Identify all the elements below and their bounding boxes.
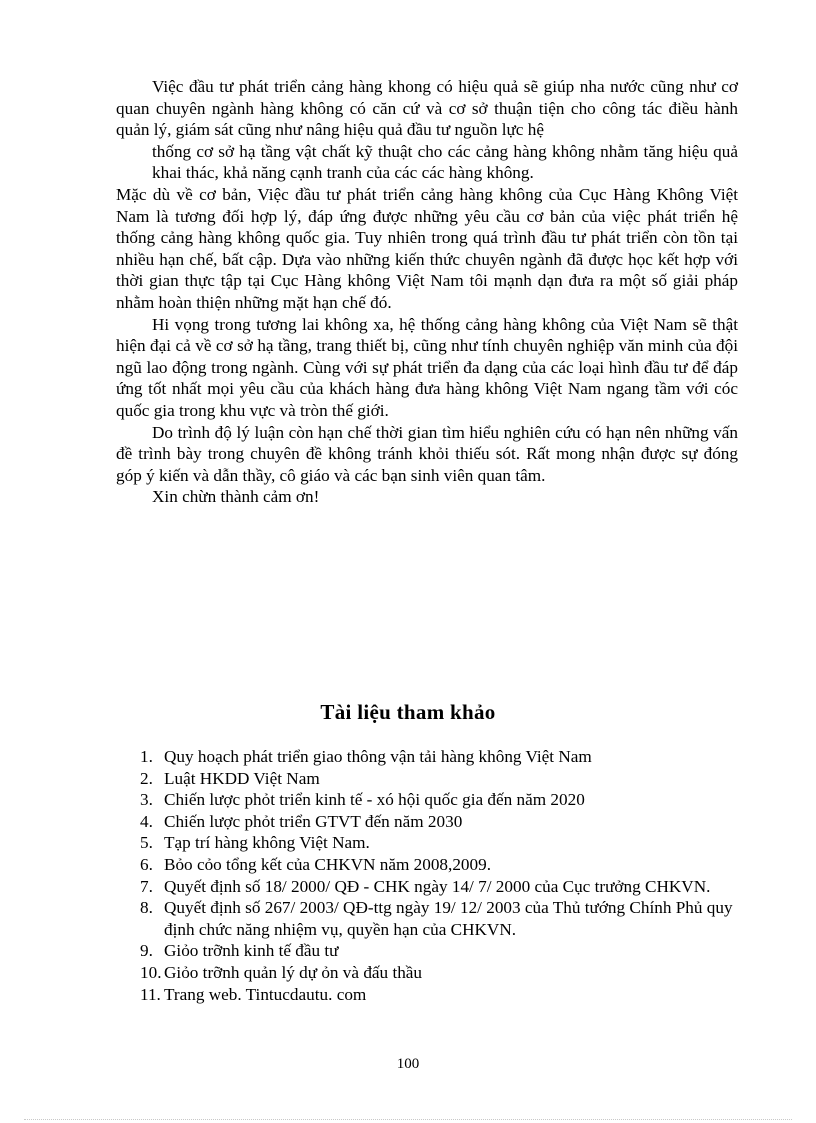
page-number: 100	[396, 1056, 420, 1072]
reference-number: 9.	[140, 941, 153, 961]
reference-number: 4.	[140, 811, 153, 831]
paragraph: thống cơ sở hạ tầng vật chất kỹ thuật cho các cảng hàng không nhằm tăng hiệu quả khai thác, khả năng cạnh tranh của các các hàng không.	[152, 141, 738, 183]
reference-text: Quyết định số 18/ 2000/ QĐ - CHK ngày 14/ 7/ 2000 của Cục trưởng CHKVN.	[164, 876, 711, 896]
reference-number: 1.	[140, 747, 153, 766]
closing-thanks: Xin chừn thành cảm ơn!	[152, 487, 320, 507]
reference-item	[140, 876, 740, 898]
reference-text: Tạp trí hàng không Việt Nam.	[164, 833, 370, 853]
reference-item	[140, 984, 740, 1006]
reference-text: Quyết định số 267/ 2003/ QĐ-ttg ngày 19/ 12/ 2003 của Thủ tướng Chính Phủ quy định chức năng nhiệm vụ, quyền hạn của CHKVN.	[164, 898, 733, 939]
paragraph: Mặc dù về cơ bản, Việc đầu tư phát triển cảng hàng không của Cục Hàng Không Việt Nam là tương đối hợp lý, đáp ứng được những yêu cầu cơ bản của việc phát triển hệ thống cảng hàng không quốc gia. Tuy nhiên trong quá trình đầu tư phát triển còn tồn tại nhiều hạn chế, bất cập. Dựa vào những kiến thức chuyên ngành đã được học kết hợp với thời gian thực tập tại Cục Hàng không Việt Nam tôi mạnh dạn đưa ra một số giải pháp nhằm hoàn thiện những mặt hạn chế đó.	[116, 184, 738, 312]
reference-number: 7.	[140, 876, 153, 896]
reference-text: Chiến lược phỏt triển kinh tế - xó hội quốc gia đến năm 2020	[164, 790, 585, 810]
reference-item	[140, 940, 740, 962]
references-list	[140, 746, 740, 1005]
reference-number: 11.	[140, 984, 161, 1004]
reference-item	[140, 854, 740, 876]
paragraph: Hi vọng trong tương lai không xa, hệ thống cảng hàng không của Việt Nam sẽ thật hiện đại cả về cơ sở hạ tầng, trang thiết bị, cũng như tính chuyên nghiệp văn minh của đội ngũ lao động trong ngành. Cùng với sự phát triển đa dạng của các loại hình đầu tư để đáp ứng tốt nhất mọi yêu cầu của khách hàng đưa hàng không Việt Nam ngang tầm với cóc quốc gia trong khu vực và tròn thế giới.	[116, 314, 738, 420]
paragraph: Việc đầu tư phát triển cảng hàng khong có hiệu quả sẽ giúp nha nước cũng như cơ quan chuyên ngành hàng không có căn cứ và cơ sở thuận tiện cho công tác điều hành quản lý, giám sát cũng như nâng hiệu quả đầu tư nguồn lực hệ	[116, 77, 738, 140]
reference-item	[140, 811, 740, 833]
reference-number: 5.	[140, 833, 153, 853]
reference-number: 2.	[140, 768, 153, 788]
paragraph: Do trình độ lý luận còn hạn chế thời gian tìm hiểu nghiên cứu có hạn nên những vấn đề trình bày trong chuyên đề không tránh khỏi thiếu sót. Rất mong nhận được sự đóng góp ý kiến và dẫn thầy, cô giáo và các bạn sinh viên quan tâm.	[116, 422, 738, 485]
conclusion-text	[116, 76, 738, 508]
reference-number: 8.	[140, 898, 153, 918]
reference-text: Bỏo cỏo tổng kết của CHKVN năm 2008,2009.	[164, 854, 491, 874]
reference-text: Giỏo trỡnh kinh tế đầu tư	[164, 941, 339, 961]
reference-text: Giỏo trỡnh quản lý dự ỏn và đấu thầu	[164, 962, 423, 982]
reference-item	[140, 832, 740, 854]
references-title: Tài liệu tham khảo	[320, 700, 496, 724]
reference-number: 6.	[140, 854, 153, 874]
reference-item	[140, 746, 740, 768]
page-bottom-divider	[24, 1119, 792, 1120]
reference-item	[140, 897, 740, 940]
reference-text: Luật HKDD Việt Nam	[164, 768, 320, 788]
reference-item	[140, 768, 740, 790]
reference-text: Chiến lược phỏt triển GTVT đến năm 2030	[164, 811, 463, 831]
reference-text: Quy hoạch phát triển giao thông vận tải hàng không Việt Nam	[164, 747, 592, 766]
reference-text: Trang web. Tintucdautu. com	[164, 984, 367, 1004]
reference-number: 10.	[140, 962, 162, 982]
reference-item	[140, 789, 740, 811]
reference-item	[140, 962, 740, 984]
reference-number: 3.	[140, 790, 153, 810]
